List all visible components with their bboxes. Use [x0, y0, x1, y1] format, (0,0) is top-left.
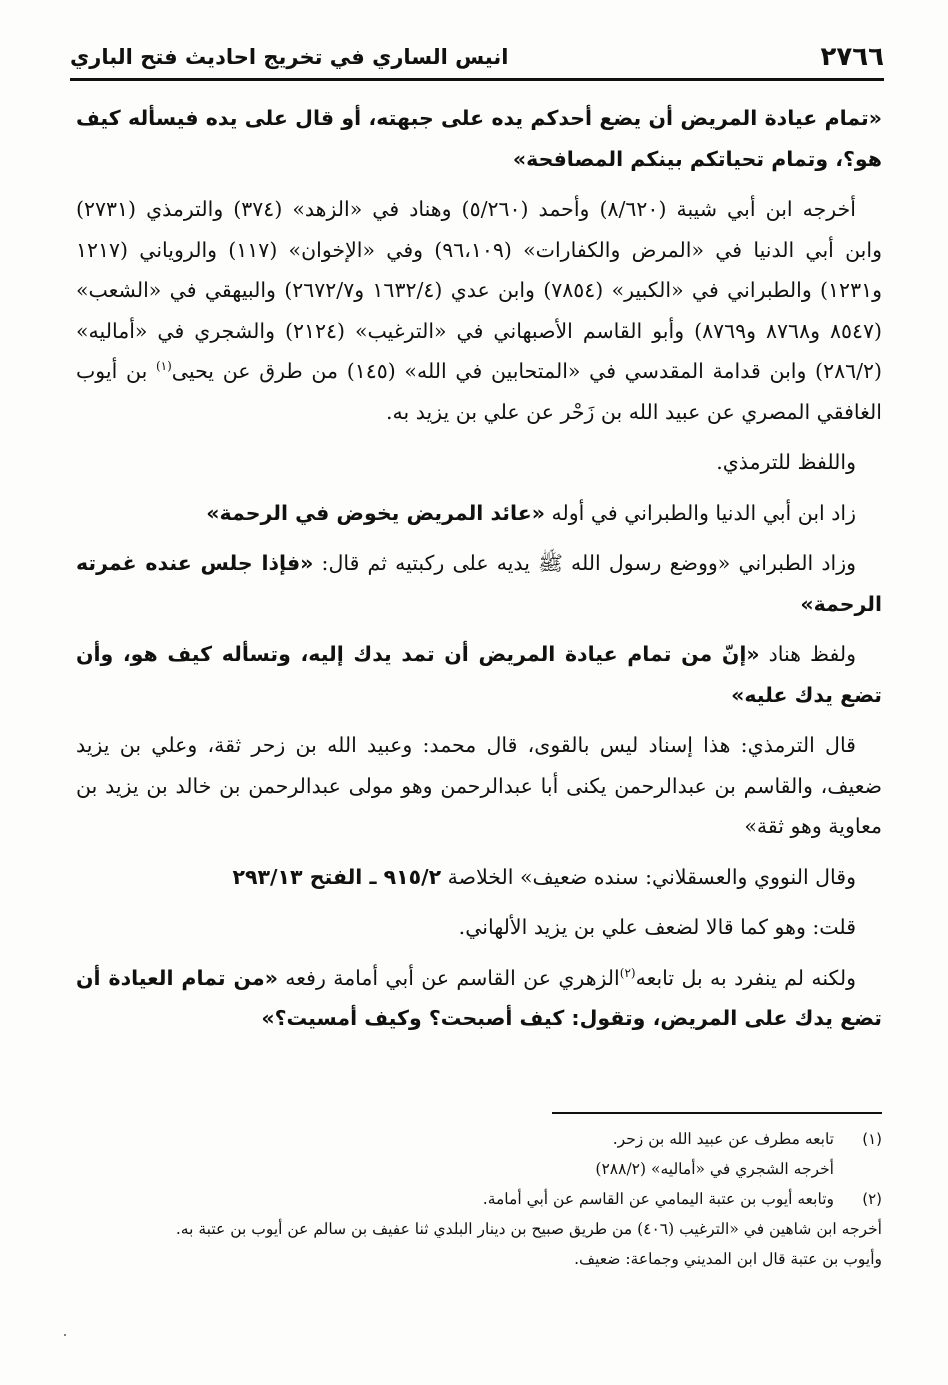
- grading-paragraph: [76, 857, 882, 898]
- addition-quote-1: «عائد المريض يخوض في الرحمة»: [206, 500, 545, 525]
- takhrij-paragraph: [76, 189, 882, 432]
- footnote-number: (١): [862, 1130, 882, 1148]
- addition-quote-2: «فإذا جلس عنده غمرته الرحمة»: [76, 551, 882, 616]
- tirmidhi-comment: قال الترمذي: هذا إسناد ليس بالقوى، قال محمد: وعبيد الله بن زحر ثقة، وعلي بن يزيد ضعيف، والقاسم بن عبدالرحمن يكنى أبا عبدالرحمن وهو مولى عبدالرحمن بن خالد بن يزيد بن معاوية وهو ثقة»: [76, 733, 882, 838]
- running-header: [70, 36, 884, 81]
- footnote-number: (٢): [862, 1190, 882, 1208]
- author-comment: قلت: وهو كما قالا لضعف علي بن يزيد الألهاني.: [458, 915, 856, 939]
- mutabaah-paragraph: [76, 958, 882, 1039]
- footnote-body: [76, 1124, 834, 1184]
- footnote-2: [76, 1184, 882, 1214]
- footnote-line: وتابعه أيوب بن عتبة اليمامي عن القاسم عن أبي أمامة.: [482, 1190, 834, 1208]
- footnote-2-continuation: [76, 1214, 882, 1274]
- hannad-paragraph: [76, 634, 882, 715]
- grading-refs: ٩١٥/٢ ـ الفتح ٢٩٣/١٣: [232, 864, 442, 889]
- takhrij-text: أخرجه ابن أبي شيبة (٨/٦٢٠) وأحمد (٥/٢٦٠) وهناد في «الزهد» (٣٧٤) والترمذي (٢٧٣١) وابن أبي الدنيا في «المرض والكفارات» (٩٦،١٠٩) وفي «الإخوان» (١١٧) والروياني (١٢١٧ و١٢٣١) والطبراني في «الكبير» (٧٨٥٤) وابن عدي (١٦٣٢/٤ و٢٦٧٢/٧) والبيهقي في «الشعب» (٨٥٤٧ و٨٧٦٨ و٨٧٦٩) وأبو القاسم الأصبهاني في «الترغيب» (٢١٢٤) والشجري في «أماليه» (٢٨٦/٢) وابن قدامة المقدسي في «المتحابين في الله» (١٤٥) من طرق عن يحيى: [76, 197, 883, 383]
- book-title: انيس الساري في تخريج احاديث فتح الباري: [70, 45, 509, 69]
- mutabaah-chain: الزهري عن القاسم عن أبي أمامة رفعه: [277, 965, 620, 990]
- grading-text: وقال النووي والعسقلاني: سنده ضعيف» الخلاصة: [441, 864, 856, 889]
- hadith-text: «تمام عيادة المريض أن يضع أحدكم يده على جبهته، أو قال على يده فيسأله كيف هو؟، وتمام تحياتكم بينكم المصافحة»: [76, 106, 882, 171]
- footnote-line: أخرجه ابن شاهين في «الترغيب (٤٠٦) من طريق صبيح بن دينار البلدي ثنا عفيف بن سالم عن أيوب بن عتبة به.: [175, 1220, 882, 1238]
- footnote-1: [76, 1124, 882, 1184]
- mutabaah-intro: ولكنه لم ينفرد به بل تابعه: [635, 965, 856, 990]
- addition-intro-1: زاد ابن أبي الدنيا والطبراني في أوله: [544, 500, 856, 525]
- wording-note: واللفظ للترمذي.: [716, 450, 856, 474]
- footnote-line: وأيوب بن عتبة قال ابن المديني وجماعة: ضعيف.: [574, 1250, 882, 1268]
- hannad-intro: ولفظ هناد: [759, 642, 856, 666]
- main-text: [76, 98, 882, 1049]
- hannad-quote: «إنّ من تمام عيادة المريض أن تمد يدك إليه، وتسأله كيف هو، وأن تضع يدك عليه»: [76, 642, 882, 707]
- footnote-body: [76, 1184, 834, 1214]
- scan-speck: [64, 1334, 66, 1336]
- addition-paragraph-2: [76, 543, 882, 624]
- footnote-ref-2: (٢): [619, 965, 636, 980]
- footnote-line: تابعه مطرف عن عبيد الله بن زحر.: [612, 1130, 834, 1148]
- footnotes: [76, 1124, 882, 1274]
- addition-intro-2: وزاد الطبراني «ووضع رسول الله ﷺ يديه على ركبتيه ثم قال:: [313, 551, 856, 575]
- footnote-divider: [552, 1112, 882, 1114]
- page-number: ٢٧٦٦: [820, 42, 884, 72]
- mutabaah-quote: «من تمام العيادة أن تضع يدك على المريض، وتقول: كيف أصبحت؟ وكيف أمسيت؟»: [76, 965, 882, 1030]
- footnote-line: أخرجه الشجري في «أماليه» (٢٨٨/٢): [595, 1160, 834, 1178]
- takhrij-text-end: بن أيوب الغافقي المصري عن عبيد الله بن زَحْر عن علي بن يزيد به.: [76, 359, 882, 424]
- addition-paragraph-1: [76, 493, 882, 534]
- footnote-ref-1: (١): [155, 359, 172, 374]
